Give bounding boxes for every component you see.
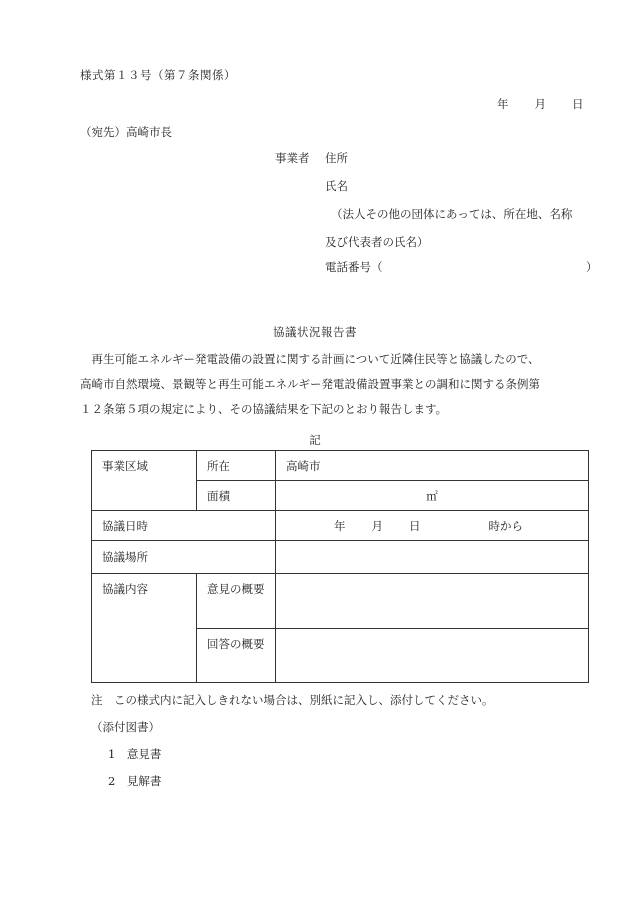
body-text	[80, 347, 600, 422]
opinion-summary-value	[276, 574, 589, 629]
answer-summary-value	[276, 629, 589, 683]
table-row	[92, 451, 589, 481]
applicant-label: 事業者	[275, 151, 310, 165]
dt-year: 年	[334, 518, 346, 533]
location-value: 高崎市	[276, 451, 589, 481]
table-row	[92, 574, 589, 629]
meeting-place-value	[276, 541, 589, 574]
opinion-summary-label: 意見の概要	[197, 574, 276, 629]
note-text: 注 この様式内に記入しきれない場合は、別紙に記入し、添付してください。	[91, 693, 494, 707]
date-line	[497, 96, 584, 112]
body-line-3: １２条第５項の規定により、その協議結果を下記のとおり報告します。	[80, 402, 448, 416]
table-row	[92, 541, 589, 574]
dt-time: 時から	[488, 518, 523, 533]
body-line-2: 高崎市自然環境、景観等と再生可能エネルギー発電設備設置事業との調和に関する条例第	[80, 377, 540, 391]
date-year: 年	[497, 97, 509, 111]
dt-month: 月	[371, 518, 383, 533]
attachment-item-2: 2 見解書	[108, 774, 162, 788]
name-label: 氏名	[325, 179, 348, 193]
area-label: 面積	[197, 481, 276, 511]
area-unit: ㎡	[276, 481, 589, 511]
location-label: 所在	[197, 451, 276, 481]
phone-close-paren: ）	[586, 260, 598, 274]
table-row	[92, 511, 589, 541]
meeting-content-label: 協議内容	[92, 574, 197, 683]
meeting-datetime-value	[276, 511, 589, 541]
dt-day: 日	[409, 518, 421, 533]
corporation-note-line1: （法人その他の団体にあっては、所在地、名称	[331, 207, 573, 221]
date-day: 日	[572, 97, 584, 111]
attachment-item-1: 1 意見書	[108, 747, 162, 761]
phone-label: 電話番号（	[325, 260, 383, 274]
ki-marker: 記	[309, 433, 321, 447]
document-title: 協議状況報告書	[273, 325, 357, 339]
meeting-place-label: 協議場所	[92, 541, 276, 574]
date-month: 月	[534, 97, 546, 111]
report-table	[91, 450, 589, 683]
meeting-datetime-label: 協議日時	[92, 511, 276, 541]
address-label: 住所	[325, 151, 348, 165]
form-number: 様式第１３号（第７条関係）	[80, 68, 236, 82]
business-area-label: 事業区域	[92, 451, 197, 511]
addressee: （宛先）高崎市長	[80, 125, 172, 139]
body-line-1: 再生可能エネルギー発電設備の設置に関する計画について近隣住民等と協議したので、	[80, 352, 540, 366]
answer-summary-label: 回答の概要	[197, 629, 276, 683]
attachments-title: （添付図書）	[91, 720, 160, 734]
corporation-note-line2: 及び代表者の氏名）	[325, 235, 429, 249]
